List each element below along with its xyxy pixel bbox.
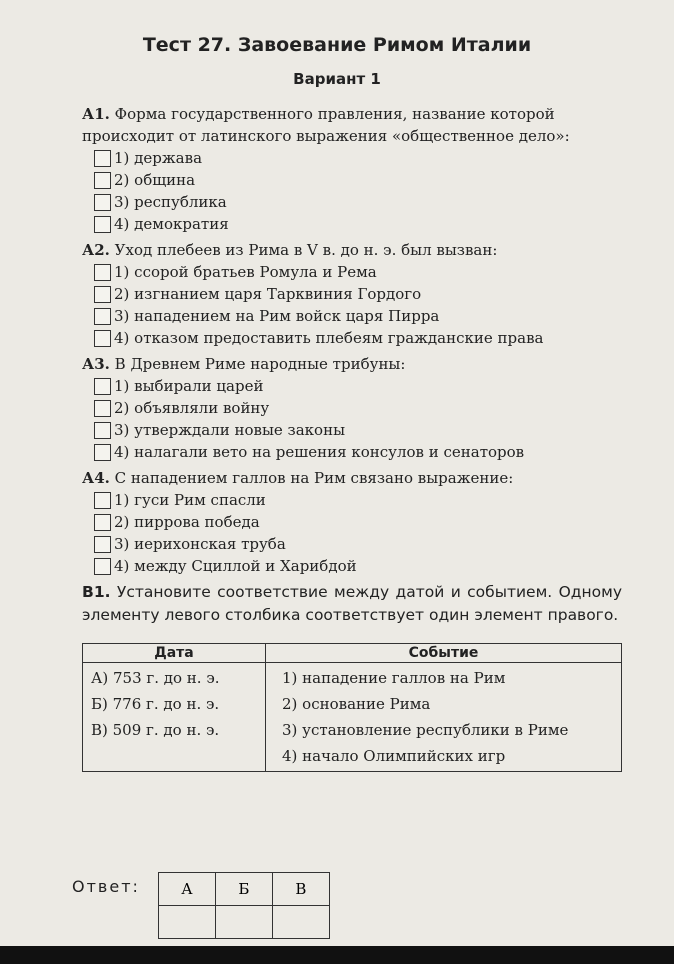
- question-number: А1.: [82, 105, 110, 123]
- checkbox[interactable]: [94, 286, 111, 303]
- checkbox[interactable]: [94, 514, 111, 531]
- option-label: 3) утверждали новые законы: [114, 421, 346, 439]
- option[interactable]: [94, 533, 622, 555]
- checkbox[interactable]: [94, 216, 111, 233]
- checkbox[interactable]: [94, 422, 111, 439]
- question-a4: [82, 467, 622, 489]
- option[interactable]: [94, 555, 622, 577]
- option[interactable]: [94, 327, 622, 349]
- option[interactable]: [94, 283, 622, 305]
- checkbox[interactable]: [94, 150, 111, 167]
- option[interactable]: [94, 489, 622, 511]
- option-label: 1) выбирали царей: [114, 377, 264, 395]
- date-item: А) 753 г. до н. э.: [91, 668, 220, 687]
- checkbox[interactable]: [94, 378, 111, 395]
- option-label: 2) община: [114, 171, 196, 189]
- date-item: В) 509 г. до н. э.: [91, 720, 220, 739]
- option[interactable]: [94, 169, 622, 191]
- column-header-date: Дата: [83, 643, 266, 662]
- option-label: 3) республика: [114, 193, 227, 211]
- option-label: 3) иерихонская труба: [114, 535, 286, 553]
- variant-heading: Вариант 1: [293, 70, 381, 88]
- question-number: А4.: [82, 469, 110, 487]
- answer-cell-b[interactable]: [215, 906, 272, 939]
- option-label: 2) изгнанием царя Тарквиния Гордого: [114, 285, 422, 303]
- answer-header-a: А: [158, 873, 215, 906]
- checkbox[interactable]: [94, 172, 111, 189]
- checkbox[interactable]: [94, 444, 111, 461]
- question-text: Установите соответствие между датой и событием. Одному элементу левого столбика соответствует один элемент правого.: [82, 583, 622, 624]
- event-item: 3) установление республики в Риме: [282, 720, 569, 739]
- event-item: 4) начало Олимпийских игр: [282, 746, 506, 765]
- question-a2: [82, 239, 622, 261]
- checkbox[interactable]: [94, 330, 111, 347]
- question-text: Уход плебеев из Рима в V в. до н. э. был вызван:: [114, 241, 498, 259]
- option-label: 3) нападением на Рим войск царя Пирра: [114, 307, 440, 325]
- checkbox[interactable]: [94, 264, 111, 281]
- option[interactable]: [94, 511, 622, 533]
- answer-cell-v[interactable]: [272, 906, 329, 939]
- option-label: 4) отказом предоставить плебеям гражданские права: [114, 329, 544, 347]
- option-label: 2) объявляли войну: [114, 399, 270, 417]
- checkbox[interactable]: [94, 194, 111, 211]
- matching-table: [82, 643, 622, 772]
- checkbox[interactable]: [94, 536, 111, 553]
- answer-header-v: В: [272, 873, 329, 906]
- question-text: С нападением галлов на Рим связано выражение:: [114, 469, 514, 487]
- option[interactable]: [94, 375, 622, 397]
- option[interactable]: [94, 305, 622, 327]
- option-label: 1) ссорой братьев Ромула и Рема: [114, 263, 377, 281]
- checkbox[interactable]: [94, 308, 111, 325]
- answer-grid: [158, 872, 330, 939]
- question-number: А2.: [82, 241, 110, 259]
- question-a3: [82, 353, 622, 375]
- option[interactable]: [94, 147, 622, 169]
- date-item: Б) 776 г. до н. э.: [91, 694, 220, 713]
- event-item: 2) основание Рима: [282, 694, 431, 713]
- test-content: [82, 103, 622, 772]
- dates-cell: [83, 662, 266, 771]
- checkbox[interactable]: [94, 400, 111, 417]
- question-b1: [82, 581, 622, 627]
- answer-cell-a[interactable]: [158, 906, 215, 939]
- option-label: 4) демократия: [114, 215, 229, 233]
- question-text: Форма государственного правления, название которой происходит от латинского выражения «общественное дело»:: [82, 105, 570, 145]
- answer-label: Ответ:: [72, 877, 140, 896]
- checkbox[interactable]: [94, 492, 111, 509]
- option[interactable]: [94, 213, 622, 235]
- answer-section: [72, 872, 330, 939]
- answer-header-b: Б: [215, 873, 272, 906]
- option-label: 4) налагали вето на решения консулов и сенаторов: [114, 443, 525, 461]
- column-header-event: Событие: [266, 643, 622, 662]
- option-label: 4) между Сциллой и Харибдой: [114, 557, 357, 575]
- page-title: Тест 27. Завоевание Римом Италии: [142, 34, 532, 56]
- option[interactable]: [94, 441, 622, 463]
- option-label: 1) держава: [114, 149, 203, 167]
- question-number: А3.: [82, 355, 110, 373]
- event-item: 1) нападение галлов на Рим: [282, 668, 506, 687]
- option[interactable]: [94, 261, 622, 283]
- option[interactable]: [94, 191, 622, 213]
- option-label: 1) гуси Рим спасли: [114, 491, 266, 509]
- option[interactable]: [94, 419, 622, 441]
- checkbox[interactable]: [94, 558, 111, 575]
- question-text: В Древнем Риме народные трибуны:: [114, 355, 406, 373]
- question-number: В1.: [82, 583, 111, 601]
- question-a1: [82, 103, 622, 147]
- option-label: 2) пиррова победа: [114, 513, 260, 531]
- option[interactable]: [94, 397, 622, 419]
- events-cell: [266, 662, 622, 771]
